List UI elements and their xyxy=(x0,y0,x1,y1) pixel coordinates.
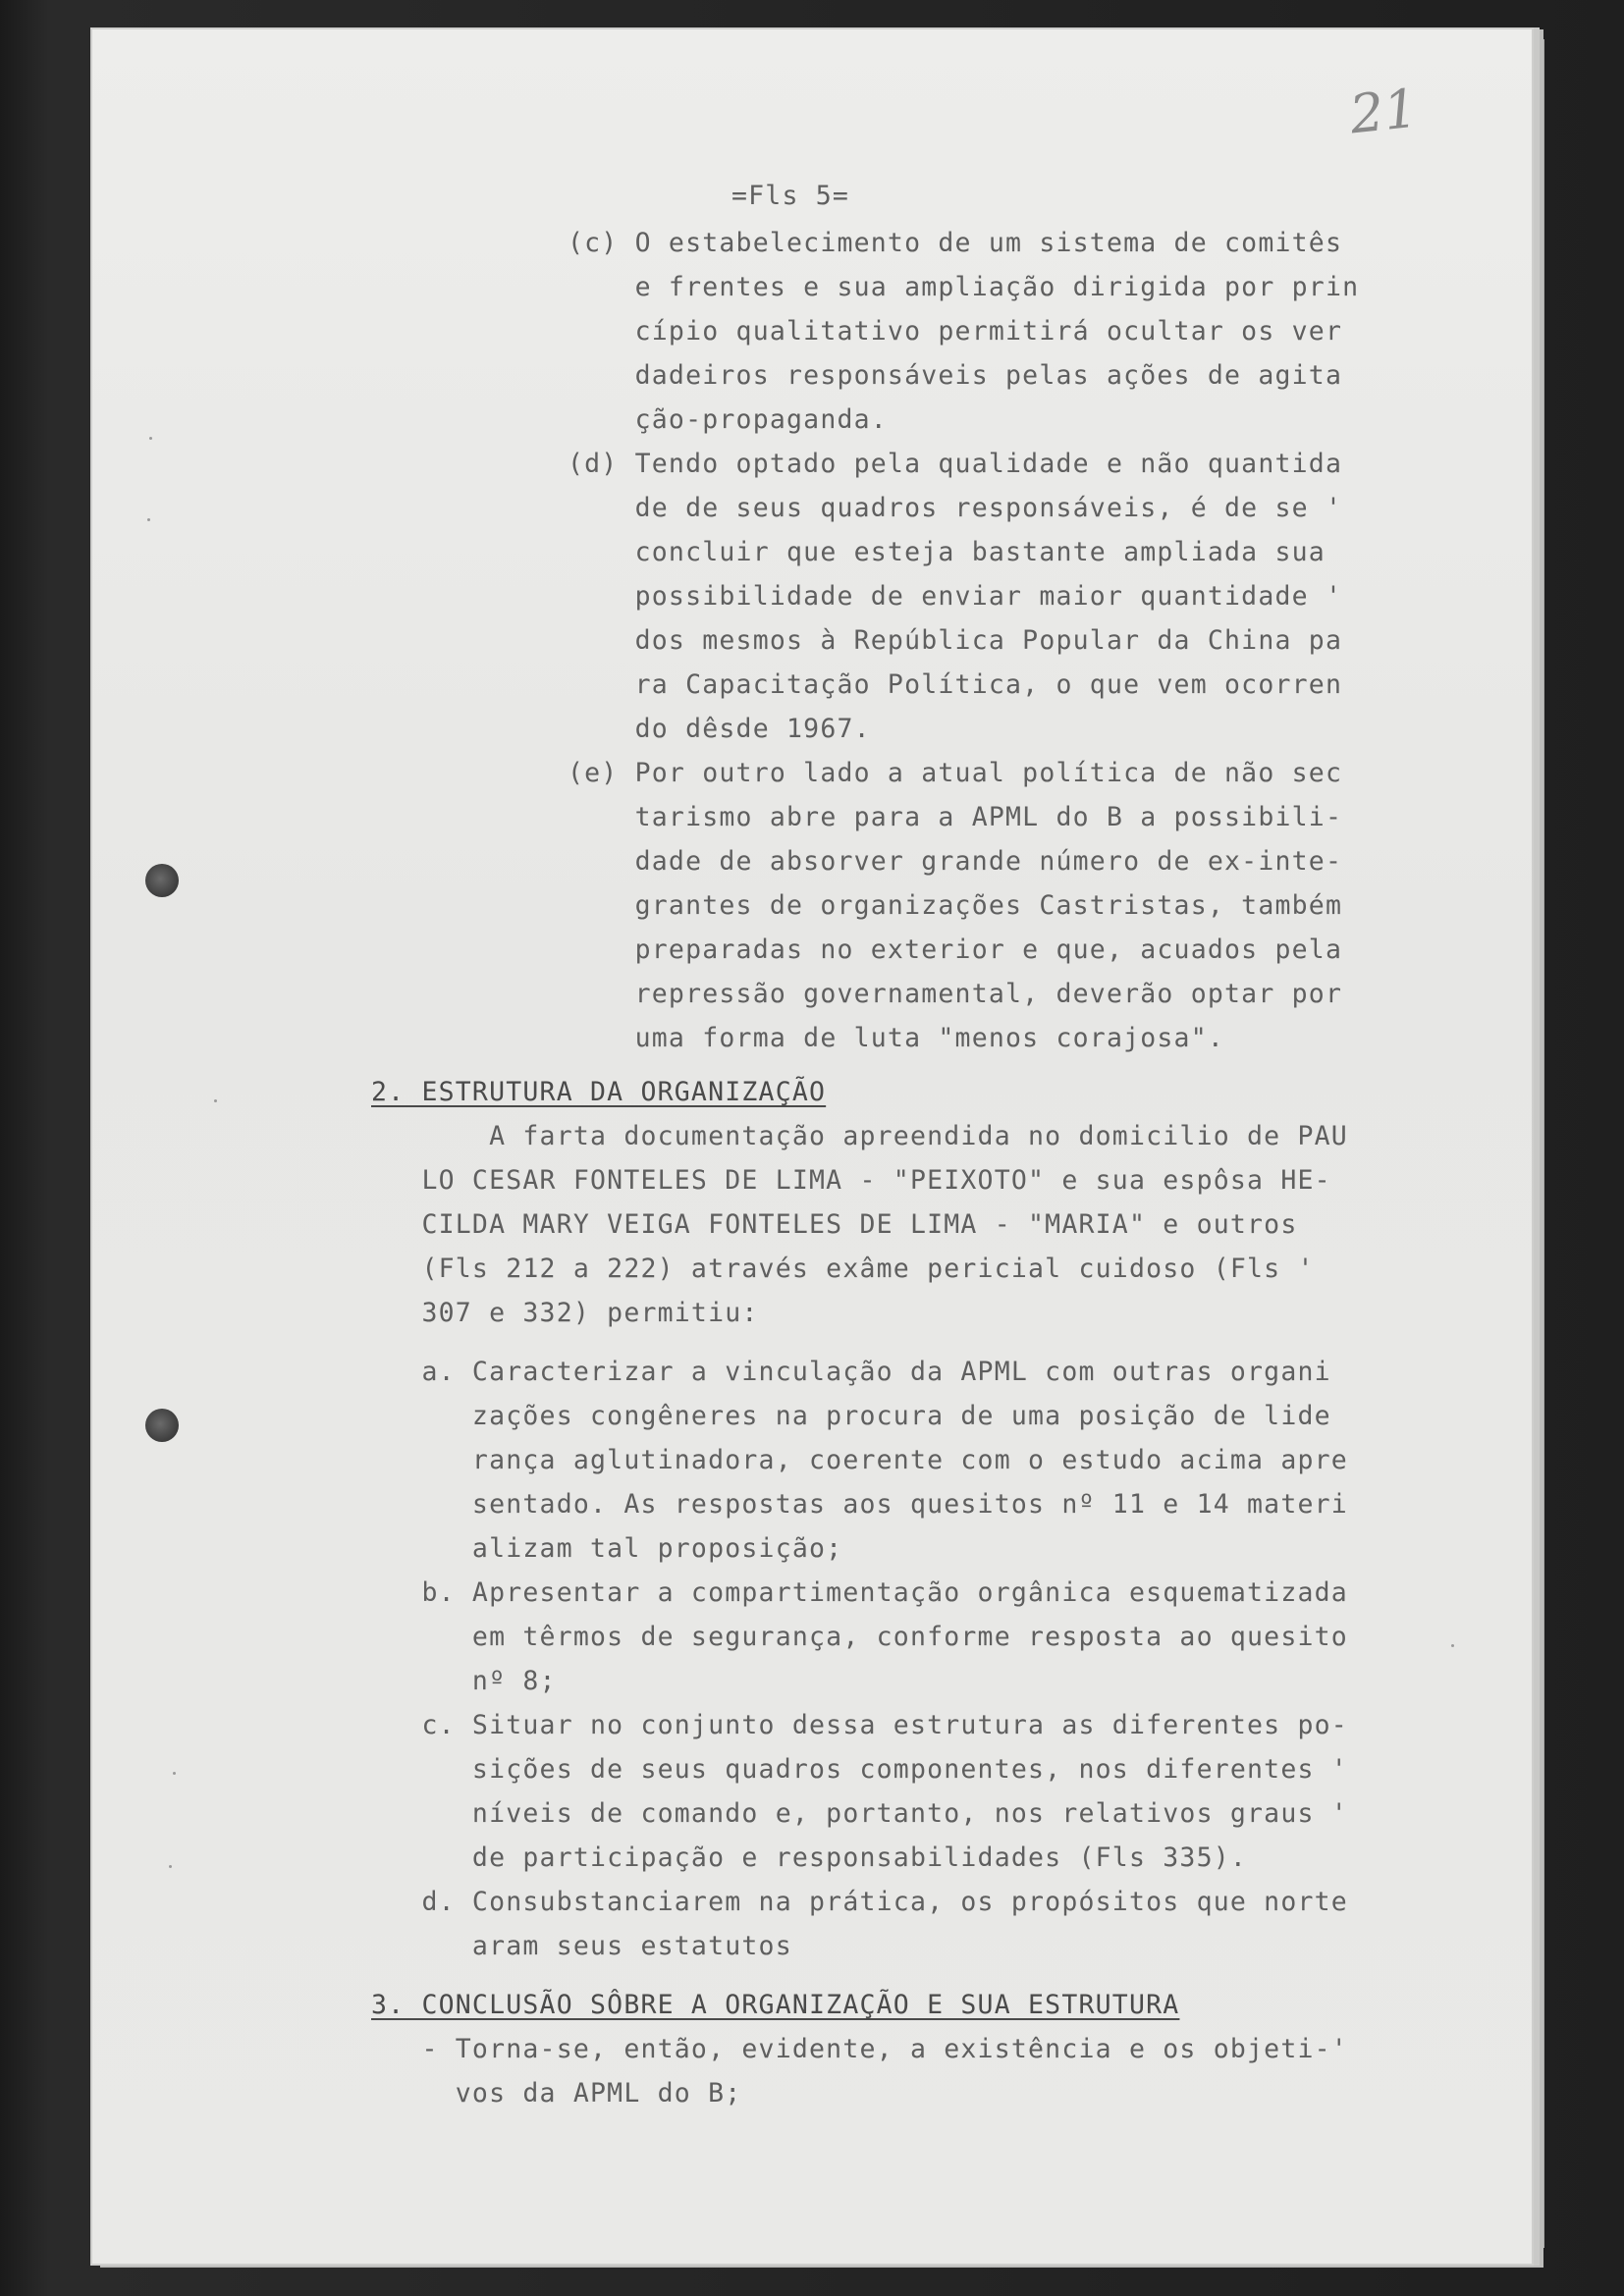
text-line: sentado. As respostas aos quesitos nº 11 e 14 materi xyxy=(371,1489,1348,1520)
text-line: nº 8; xyxy=(371,1666,557,1696)
section-heading: 2. ESTRUTURA DA ORGANIZAÇÃO xyxy=(371,1077,827,1107)
section-heading: 3. CONCLUSÃO SÔBRE A ORGANIZAÇÃO E SUA ESTRUTURA xyxy=(371,1990,1180,2020)
speck xyxy=(214,1099,217,1102)
speck xyxy=(1451,1644,1454,1647)
speck xyxy=(149,437,152,440)
text-line: (d) Tendo optado pela qualidade e não quantida xyxy=(568,449,1343,479)
text-line: ção-propaganda. xyxy=(568,404,888,435)
text-line: dadeiros responsáveis pelas ações de agita xyxy=(568,360,1343,391)
folio-number: 21 xyxy=(1346,77,1421,146)
text-line: grantes de organizações Castristas, também xyxy=(568,890,1343,921)
text-line: b. Apresentar a compartimentação orgânica esquematizada xyxy=(371,1577,1348,1608)
text-line: - Torna-se, então, evidente, a existência e os objeti-' xyxy=(371,2034,1348,2064)
text-line: A farta documentação apreendida no domicilio de PAU xyxy=(371,1121,1348,1151)
text-line: c. Situar no conjunto dessa estrutura as diferentes po- xyxy=(371,1710,1348,1740)
page-header: =Fls 5= xyxy=(731,181,850,211)
text-line: possibilidade de enviar maior quantidade ' xyxy=(568,581,1343,612)
text-line: zações congêneres na procura de uma posição de lide xyxy=(371,1401,1331,1431)
speck xyxy=(169,1865,172,1868)
text-line: dos mesmos à República Popular da China pa xyxy=(568,625,1343,656)
text-line: de participação e responsabilidades (Fls 335). xyxy=(371,1842,1248,1873)
text-line: CILDA MARY VEIGA FONTELES DE LIMA - "MARIA" e outros xyxy=(371,1209,1298,1240)
text-line: (Fls 212 a 222) através exâme pericial cuidoso (Fls ' xyxy=(371,1254,1315,1284)
speck xyxy=(147,518,150,521)
text-line: e frentes e sua ampliação dirigida por prin xyxy=(568,272,1360,302)
text-line: cípio qualitativo permitirá ocultar os ver xyxy=(568,316,1343,347)
text-line: dade de absorver grande número de ex-inte- xyxy=(568,846,1343,877)
text-line: rança aglutinadora, coerente com o estudo acima apre xyxy=(371,1445,1348,1475)
text-line: ra Capacitação Política, o que vem ocorren xyxy=(568,669,1343,700)
text-line: vos da APML do B; xyxy=(371,2078,742,2109)
text-line: em têrmos de segurança, conforme resposta ao quesito xyxy=(371,1622,1348,1652)
text-line: LO CESAR FONTELES DE LIMA - "PEIXOTO" e sua espôsa HE- xyxy=(371,1165,1331,1196)
text-line: sições de seus quadros componentes, nos diferentes ' xyxy=(371,1754,1348,1785)
text-line: a. Caracterizar a vinculação da APML com outras organi xyxy=(371,1357,1331,1387)
text-line: (e) Por outro lado a atual política de não sec xyxy=(568,758,1343,788)
text-line: tarismo abre para a APML do B a possibili- xyxy=(568,802,1343,832)
speck xyxy=(173,1772,176,1775)
text-line: do dêsde 1967. xyxy=(568,714,871,744)
text-line: alizam tal proposição; xyxy=(371,1533,843,1564)
text-line: repressão governamental, deverão optar por xyxy=(568,979,1343,1009)
text-line: preparadas no exterior e que, acuados pela xyxy=(568,934,1343,965)
text-line: 307 e 332) permitiu: xyxy=(371,1298,759,1328)
text-line: aram seus estatutos xyxy=(371,1931,792,1961)
text-line: de de seus quadros responsáveis, é de se ' xyxy=(568,493,1343,523)
punch-hole-bottom xyxy=(145,1409,179,1442)
text-line: concluir que esteja bastante ampliada sua xyxy=(568,537,1326,567)
text-line: uma forma de luta "menos corajosa". xyxy=(568,1023,1225,1053)
text-line: (c) O estabelecimento de um sistema de comitês xyxy=(568,228,1343,258)
text-line: níveis de comando e, portanto, nos relativos graus ' xyxy=(371,1798,1348,1829)
text-line: d. Consubstanciarem na prática, os propósitos que norte xyxy=(371,1887,1348,1917)
punch-hole-top xyxy=(145,864,179,897)
